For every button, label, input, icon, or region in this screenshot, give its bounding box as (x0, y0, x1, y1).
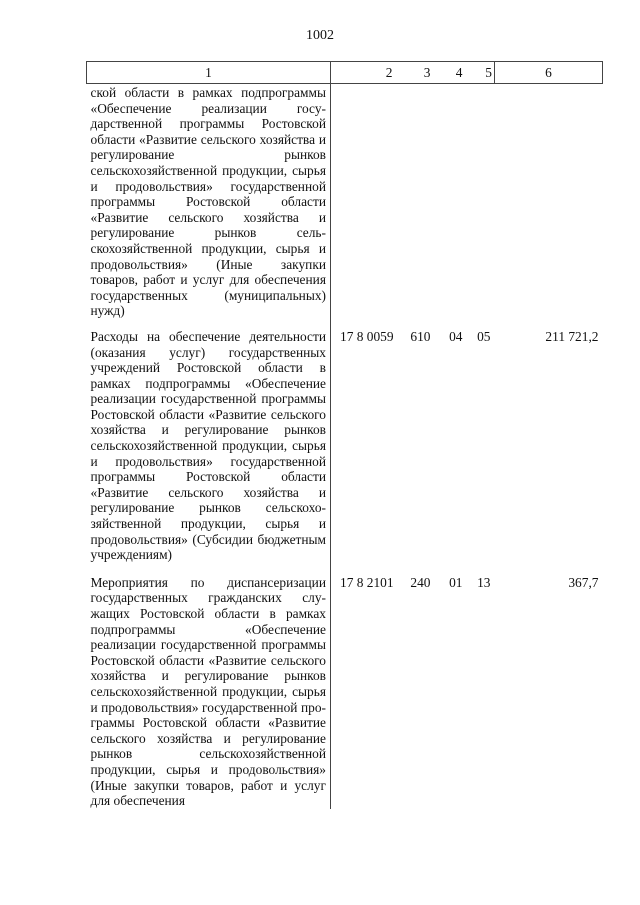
page-number: 1002 (306, 28, 334, 43)
row-amount: 367,7 (568, 574, 599, 590)
table-row (87, 575, 603, 809)
table-row (87, 329, 603, 575)
table-row (87, 84, 603, 329)
row-amount (495, 84, 603, 329)
header-col-5: 5 (467, 62, 495, 84)
header-col-2: 2 (331, 62, 401, 84)
row-expense-type: 610 (410, 328, 431, 344)
row-amount: 211 721,2 (545, 328, 599, 344)
row-target-code (331, 84, 401, 329)
row-subsection: 13 (477, 574, 491, 590)
row-expense-type: 240 (410, 574, 431, 590)
row-section: 01 (449, 574, 463, 590)
row-description: ской области в рамках подпрограммы «Обеспечение реализации государственной программы Ростовской области «Развитие сельского хозяйства и регулирование рынков сельскохозяйственной продукции, сырья и продовольствия» государственной программы Ростовской области «Развитие сельского хозяйства и регулирование рынков сельскохозяйственной продукции, сырья и продовольствия» (Иные закупки товаров, работ и услуг для обеспечения государственных (муниципальных) нужд) (87, 84, 331, 329)
row-subsection: 05 (477, 328, 491, 344)
header-col-4: 4 (437, 62, 467, 84)
row-target-code: 17 8 0059 (340, 328, 394, 344)
row-subsection (467, 84, 495, 329)
row-description: Мероприятия по диспансеризации государственных гражданских служащих Ростовской области в рамках подпрограммы «Обеспечение реализации государственной программы Ростовской области «Развитие сельского хозяйства и регулирование рынков сельскохозяйственной продукции, сырья и продовольствия» государственной программы Ростовской области «Развитие сельского хозяйства и регулирование рынков сельскохозяйственной продукции, сырья и продовольствия» (Иные закупки товаров, работ и услуг для обеспечения (87, 575, 331, 809)
header-col-6: 6 (495, 62, 603, 84)
budget-table (86, 61, 603, 809)
table-header (87, 62, 603, 84)
table-body (87, 84, 603, 809)
row-expense-type (401, 84, 437, 329)
row-target-code: 17 8 2101 (340, 574, 394, 590)
row-section (437, 84, 467, 329)
row-section: 04 (449, 328, 463, 344)
header-col-1: 1 (87, 62, 331, 84)
header-col-3: 3 (401, 62, 437, 84)
header-row (87, 62, 603, 84)
row-description: Расходы на обеспечение деятельности (оказания услуг) государственных учреждений Ростовской области в рамках подпрограммы «Обеспечение реализации государственной программы Ростовской области «Развитие сельского хозяйства и регулирование рынков сельскохозяйственной продукции, сырья и продовольствия» государственной программы Ростовской области «Развитие сельского хозяйства и регулирование рынков сельскохозяйственной продукции, сырья и продовольствия» (Субсидии бюджетным учреждениям) (87, 329, 331, 575)
